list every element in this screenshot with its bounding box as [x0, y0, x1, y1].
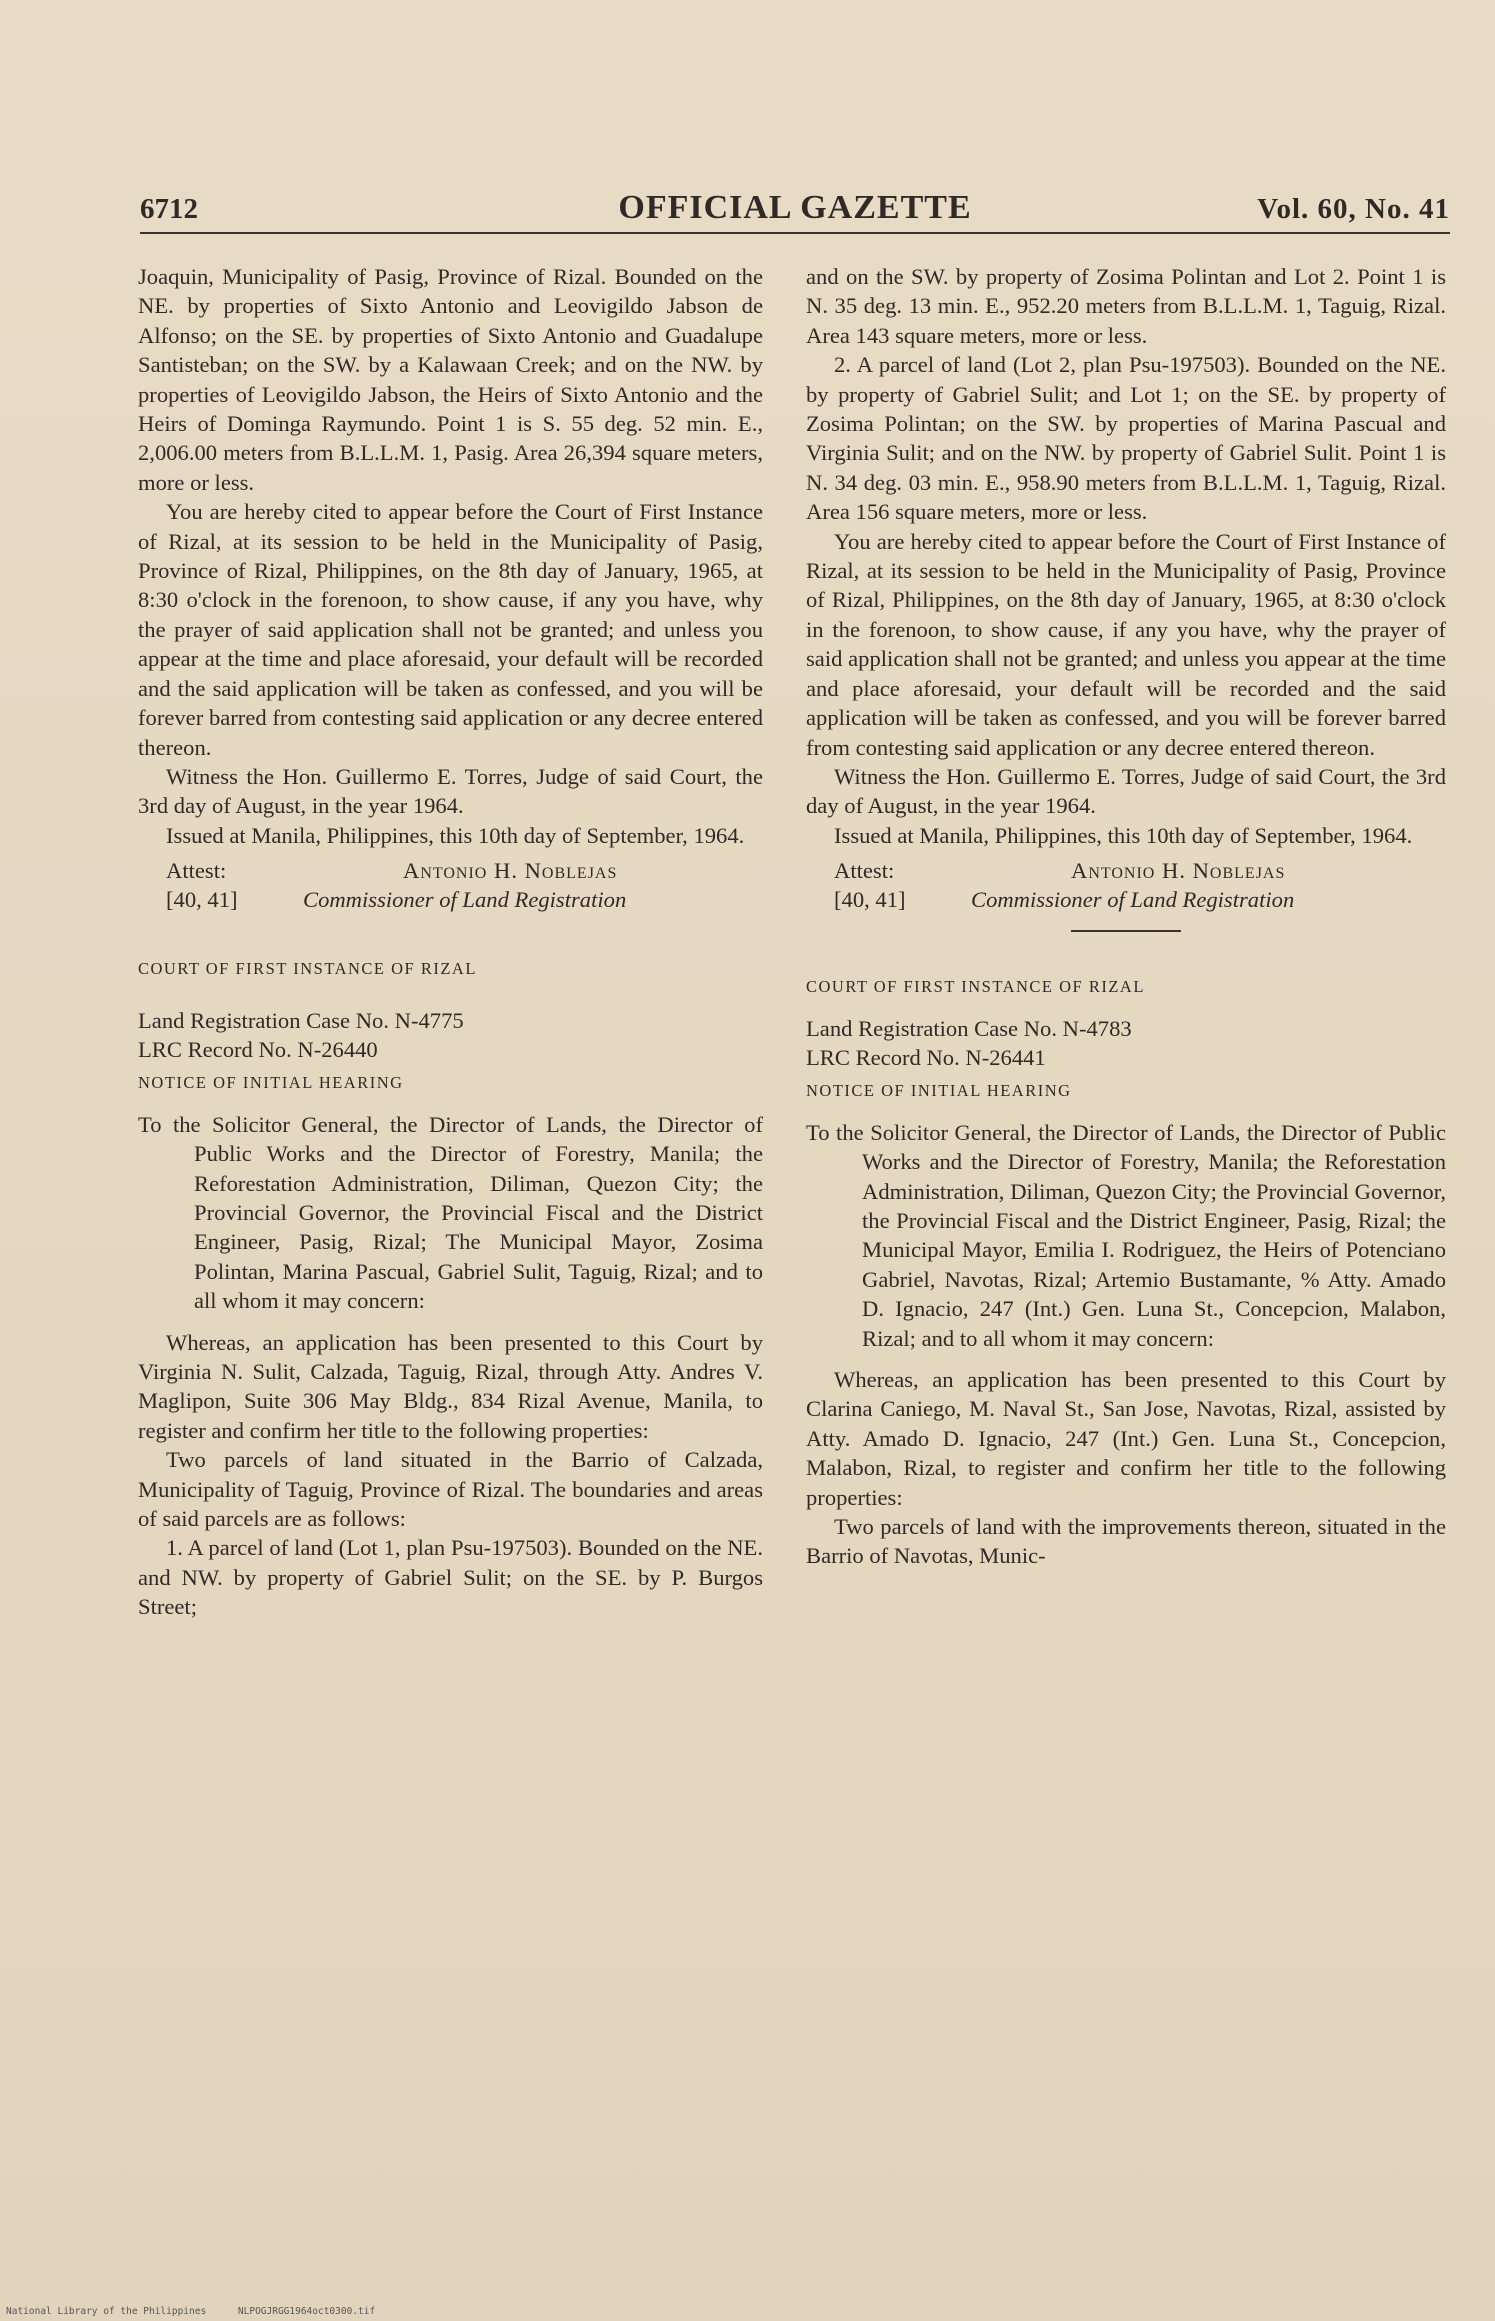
issue-reference: [40, 41]: [834, 887, 906, 913]
case-number: Land Registration Case No. N-4783: [806, 1015, 1132, 1041]
scan-footer: [6, 2306, 401, 2317]
running-header: [140, 185, 1450, 235]
citation-paragraph: You are hereby cited to appear before the Court of First Instance of Rizal, at its session to be held in the Municipality of Pasig, Province of Rizal, Philippines, on the 8th day of January, 1965, at 8:30 o'clock in the forenoon, to show cause, if any you have, why the prayer of said application shall not be granted; and unless you appear at the time and place aforesaid, your default will be recorded and the said application will be taken as confessed, and you will be forever barred from contesting said application or any decree entered thereon.: [138, 499, 763, 760]
attest-label: Attest:: [166, 858, 227, 884]
issue-reference: [40, 41]: [166, 887, 238, 913]
page-number: 6712: [140, 193, 198, 225]
court-heading: COURT OF FIRST INSTANCE OF RIZAL: [806, 977, 1145, 997]
notice-heading: NOTICE OF INITIAL HEARING: [138, 1073, 404, 1093]
case-number: Land Registration Case No. N-4775: [138, 1007, 464, 1033]
header-rule: [140, 232, 1450, 234]
attestation-block: [806, 856, 1446, 914]
right-column: [806, 262, 1446, 1571]
continued-paragraph: Joaquin, Municipality of Pasig, Province of Rizal. Bounded on the NE. by properties of Sixto Antonio and Leovigildo Jabson de Alfonso; on the SE. by properties of Sixto Antonio and Guadalupe Santisteban; on the SW. by a Kalawaan Creek; and on the NW. by properties of Leovigildo Jabson, the Heirs of Sixto Antonio and the Heirs of Dominga Raymundo. Point 1 is S. 55 deg. 52 min. E., 2,006.00 meters from B.L.L.M. 1, Pasig. Area 26,394 square meters, more or less.: [138, 264, 763, 495]
attest-label: Attest:: [834, 858, 895, 884]
whereas-paragraph: Whereas, an application has been presented to this Court by Clarina Caniego, M. Naval St., San Jose, Navotas, Rizal, assisted by Atty. Amado D. Ignacio, 247 (Int.) Gen. Luna St., Concepcion, Malabon, Rizal, to register and confirm her title to the following properties:: [806, 1367, 1446, 1510]
attest-name: Antonio H. Noblejas: [403, 858, 618, 884]
library-credit: National Library of the Philippines: [6, 2306, 207, 2317]
citation-paragraph: You are hereby cited to appear before the Court of First Instance of Rizal, at its session to be held in the Municipality of Pasig, Province of Rizal, Philippines, on the 8th day of January, 1965, at 8:30 o'clock in the forenoon, to show cause, if any you have, why the prayer of said application shall not be granted; and unless you appear at the time and place aforesaid, your default will be recorded and the said application will be taken as confessed, and you will be forever barred from contesting said application or any decree entered thereon.: [806, 528, 1446, 760]
attestation-block: [138, 856, 763, 914]
attest-name: Antonio H. Noblejas: [1071, 858, 1286, 884]
witness-paragraph: Witness the Hon. Guillermo E. Torres, Judge of said Court, the 3rd day of August, in the year 1964.: [806, 763, 1446, 819]
parcels-paragraph: Two parcels of land situated in the Barrio of Calzada, Municipality of Taguig, Province of Rizal. The boundaries and areas of said parcels are as follows:: [138, 1447, 763, 1532]
left-column: [138, 262, 763, 1622]
parcels-paragraph: Two parcels of land with the improvements thereon, situated in the Barrio of Navotas, Munic-: [806, 1514, 1446, 1569]
court-heading: COURT OF FIRST INSTANCE OF RIZAL: [138, 959, 477, 979]
attest-title: Commissioner of Land Registration: [971, 887, 1295, 913]
whereas-paragraph: Whereas, an application has been presented to this Court by Virginia N. Sulit, Calzada, Taguig, Rizal, through Atty. Andres V. Maglipon, Suite 306 May Bldg., 834 Rizal Avenue, Manila, to register and confirm her title to the following properties:: [138, 1329, 763, 1443]
lrc-record-number: LRC Record No. N-26441: [806, 1044, 1046, 1070]
lot-2-paragraph: 2. A parcel of land (Lot 2, plan Psu-197503). Bounded on the NE. by property of Gabriel Sulit; and Lot 1; on the SE. by property of Zosima Polintan; on the SW. by properties of Marina Pascual and Virginia Sulit; and on the NW. by property of Gabriel Sulit. Point 1 is N. 34 deg. 03 min. E., 958.90 meters from B.L.L.M. 1, Taguig, Rizal. Area 156 square meters, more or less.: [806, 352, 1446, 525]
publication-title: OFFICIAL GAZETTE: [618, 189, 972, 226]
witness-paragraph: Witness the Hon. Guillermo E. Torres, Judge of said Court, the 3rd day of August, in the year 1964.: [138, 763, 763, 819]
scan-filename: NLPOGJRGG1964oct0300.tif: [237, 2306, 376, 2317]
addressees-paragraph: To the Solicitor General, the Director of Lands, the Director of Public Works and the Director of Forestry, Manila; the Reforestation Administration, Diliman, Quezon City; the Provincial Governor, the Provincial Fiscal and the District Engineer, Pasig, Rizal; the Municipal Mayor, Emilia I. Rodriguez, the Heirs of Potenciano Gabriel, Navotas, Rizal; Artemio Bustamante, % Atty. Amado D. Ignacio, 247 (Int.) Gen. Luna St., Concepcion, Malabon, Rizal; and to all whom it may concern:: [806, 1119, 1446, 1351]
issued-paragraph: Issued at Manila, Philippines, this 10th day of September, 1964.: [166, 822, 745, 848]
lot-1-continued-paragraph: and on the SW. by property of Zosima Polintan and Lot 2. Point 1 is N. 35 deg. 13 min. E., 952.20 meters from B.L.L.M. 1, Taguig, Rizal. Area 143 square meters, more or less.: [806, 264, 1446, 348]
volume-number: Vol. 60, No. 41: [1257, 193, 1450, 225]
attest-title: Commissioner of Land Registration: [303, 887, 627, 913]
notice-heading: NOTICE OF INITIAL HEARING: [806, 1081, 1072, 1101]
addressees-paragraph: To the Solicitor General, the Director of Lands, the Director of Public Works and the Director of Forestry, Manila; the Reforestation Administration, Diliman, Quezon City; the Provincial Governor, the Provincial Fiscal and the District Engineer, Pasig, Rizal; The Municipal Mayor, Zosima Polintan, Marina Pascual, Gabriel Sulit, Taguig, Rizal; and to all whom it may concern:: [138, 1111, 763, 1314]
issued-paragraph: Issued at Manila, Philippines, this 10th day of September, 1964.: [834, 822, 1413, 848]
lot-1-paragraph: 1. A parcel of land (Lot 1, plan Psu-197503). Bounded on the NE. and NW. by property of Gabriel Sulit; on the SE. by P. Burgos Street;: [138, 1535, 763, 1620]
lrc-record-number: LRC Record No. N-26440: [138, 1036, 378, 1062]
